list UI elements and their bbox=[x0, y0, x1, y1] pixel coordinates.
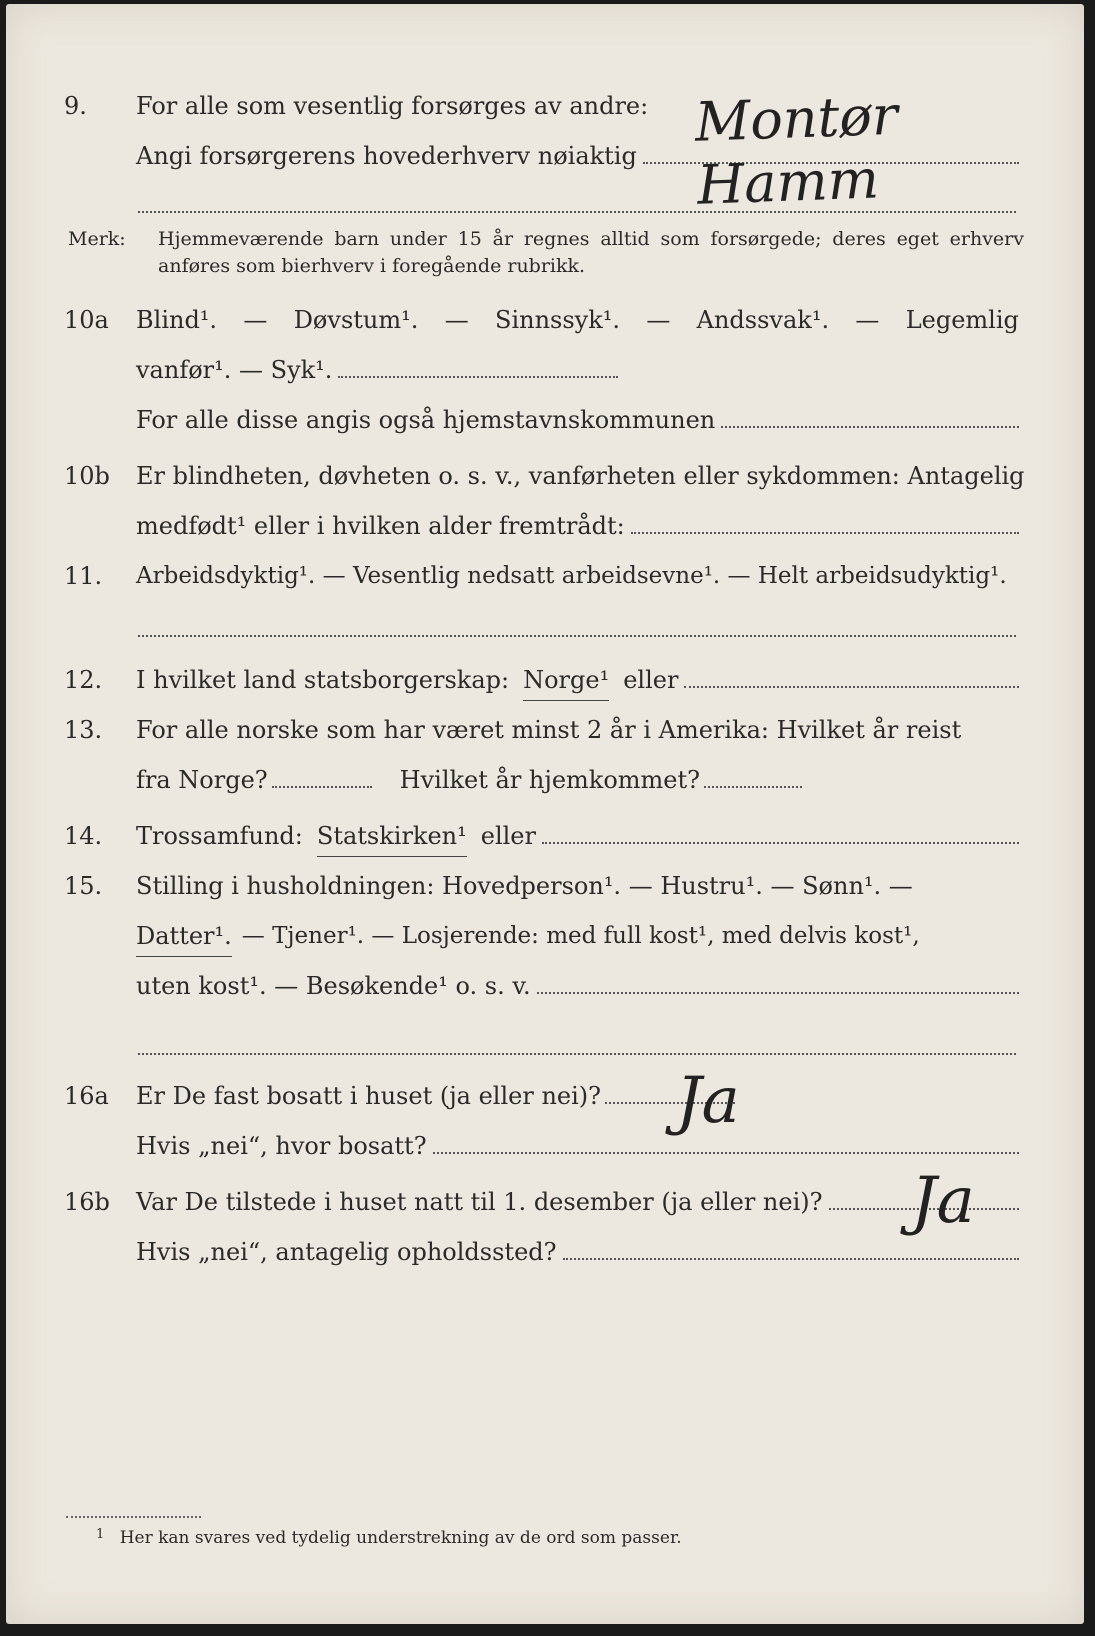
q12-answer-field[interactable] bbox=[684, 660, 1019, 688]
q14-statskirken-underlined: Statskirken¹ bbox=[317, 816, 467, 857]
footnote-rule bbox=[66, 1516, 201, 1518]
q10a-dash-1: — bbox=[243, 306, 268, 334]
q14-number: 14. bbox=[64, 822, 103, 850]
q16a-handwritten-answer: Ja bbox=[676, 1064, 740, 1138]
q16b-text1: Var De tilstede i huset natt til 1. desember (ja eller nei)? bbox=[136, 1188, 823, 1216]
q16a-line1 bbox=[6, 1076, 1084, 1116]
q12-text: I hvilket land statsborgerskap: bbox=[136, 666, 510, 694]
q10a-dash-3: — bbox=[646, 306, 671, 334]
q10a-hjemstavn-field[interactable] bbox=[721, 400, 1019, 428]
footnote-marker: 1 bbox=[96, 1527, 105, 1542]
q15-text1: Stilling i husholdningen: Hovedperson¹. — Hustru¹. — Sønn¹. — bbox=[136, 872, 913, 900]
merk-text: Hjemmeværende barn under 15 år regnes alltid som forsørgede; deres eget erhverv anføres som bierhverv i foregående rubrikk. bbox=[158, 228, 1024, 277]
q13-line1 bbox=[6, 710, 1084, 750]
q12-norge-underlined: Norge¹ bbox=[523, 660, 609, 701]
q15-line2 bbox=[6, 916, 1084, 956]
q10b-text1: Er blindheten, døvheten o. s. v., vanførheten eller sykdommen: Antagelig bbox=[136, 462, 1025, 490]
q15-line1 bbox=[6, 866, 1084, 906]
q13-hjemkommet-field[interactable] bbox=[704, 760, 802, 788]
q15-answer-field[interactable] bbox=[537, 966, 1019, 994]
q14-line bbox=[6, 816, 1084, 856]
q10a-item-dovstum: Døvstum¹. bbox=[293, 306, 419, 334]
q10a-item-legemlig: Legemlig bbox=[905, 306, 1019, 334]
q10a-item-sinnssyk: Sinnssyk¹. bbox=[495, 306, 621, 334]
q10a-text3: For alle disse angis også hjemstavnskommunen bbox=[136, 406, 716, 434]
q16b-line2 bbox=[6, 1232, 1084, 1272]
q16a-text1: Er De fast bosatt i huset (ja eller nei)? bbox=[136, 1082, 602, 1110]
footnote-text: Her kan svares ved tydelig understrekning av de ord som passer. bbox=[119, 1528, 682, 1548]
census-form-page bbox=[6, 4, 1084, 1624]
q14-answer-field[interactable] bbox=[542, 816, 1019, 844]
q16b-text2: Hvis „nei“, antagelig opholdssted? bbox=[136, 1238, 557, 1266]
q15-line3 bbox=[6, 966, 1084, 1006]
q12-number: 12. bbox=[64, 666, 103, 694]
q13-text1: For alle norske som har været minst 2 år i Amerika: Hvilket år reist bbox=[136, 716, 962, 744]
q16a-text2: Hvis „nei“, hvor bosatt? bbox=[136, 1132, 427, 1160]
merk-label: Merk: bbox=[68, 228, 126, 250]
q10b-line1 bbox=[6, 456, 1084, 496]
q16a-line2 bbox=[6, 1126, 1084, 1166]
q10a-item-blind: Blind¹. bbox=[136, 306, 218, 334]
q11-answer-line[interactable] bbox=[138, 635, 1016, 637]
footnote bbox=[96, 1526, 682, 1550]
q10a-syk-field[interactable] bbox=[338, 350, 618, 378]
q11-text: Arbeidsdyktig¹. — Vesentlig nedsatt arbeidsevne¹. — Helt arbeidsudyktig¹. bbox=[136, 563, 1007, 589]
q9-extra-line bbox=[138, 211, 1016, 213]
q13-line2 bbox=[6, 760, 1084, 800]
q9-handwritten-answer: Montør Hamm bbox=[693, 83, 899, 217]
q16b-number: 16b bbox=[64, 1188, 110, 1216]
q10b-number: 10b bbox=[64, 462, 110, 490]
q10a-line2 bbox=[6, 350, 1084, 390]
q16a-number: 16a bbox=[64, 1082, 109, 1110]
q9-text1: For alle som vesentlig forsørges av andre: bbox=[136, 92, 649, 120]
q13-reist-field[interactable] bbox=[272, 760, 372, 788]
q10a-dash-4: — bbox=[855, 306, 880, 334]
q10b-text2: medfødt¹ eller i hvilken alder fremtrådt: bbox=[136, 512, 625, 540]
q15-extra-line[interactable] bbox=[138, 1053, 1016, 1055]
q10a-item-andssvak: Andssvak¹. bbox=[696, 306, 830, 334]
form-body bbox=[6, 4, 1084, 1624]
q10b-line2 bbox=[6, 506, 1084, 546]
q13-text2a: fra Norge? bbox=[136, 766, 268, 794]
q10a-line1 bbox=[6, 300, 1084, 340]
q15-text2: — Tjener¹. — Losjerende: med full kost¹, med delvis kost¹, bbox=[241, 923, 920, 949]
q10a-line3 bbox=[6, 400, 1084, 440]
q9-number: 9. bbox=[64, 92, 87, 120]
q13-number: 13. bbox=[64, 716, 103, 744]
q15-number: 15. bbox=[64, 872, 103, 900]
q15-datter-underlined: Datter¹. bbox=[136, 916, 232, 957]
q14-eller: eller bbox=[480, 822, 536, 850]
q10a-number: 10a bbox=[64, 306, 109, 334]
q10a-text2: vanfør¹. — Syk¹. bbox=[136, 356, 333, 384]
q12-eller: eller bbox=[623, 666, 679, 694]
q10b-answer-field[interactable] bbox=[631, 506, 1019, 534]
q11-number: 11. bbox=[64, 562, 103, 590]
q16b-handwritten-answer: Ja bbox=[911, 1164, 975, 1238]
q15-text3: uten kost¹. — Besøkende¹ o. s. v. bbox=[136, 972, 531, 1000]
q10a-dash-2: — bbox=[444, 306, 469, 334]
q11-line bbox=[6, 556, 1084, 596]
q9-text2: Angi forsørgerens hovederhverv nøiaktig bbox=[136, 142, 637, 170]
q12-line bbox=[6, 660, 1084, 700]
q14-text: Trossamfund: bbox=[136, 822, 303, 850]
q13-text2b: Hvilket år hjemkommet? bbox=[399, 766, 701, 794]
